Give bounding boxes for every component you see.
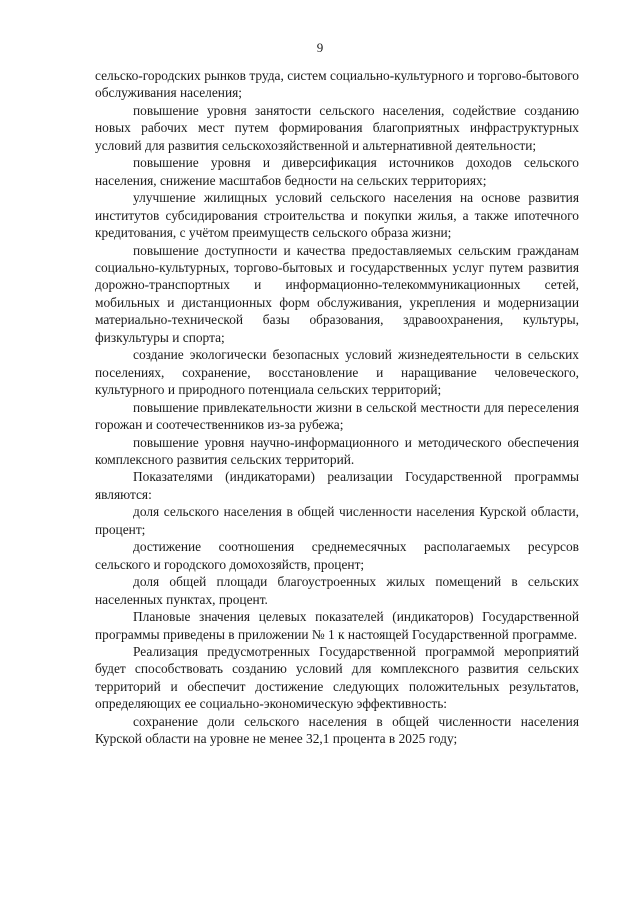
paragraph: сельско-городских рынков труда, систем социально-культурного и торгово-бытового обслуживания населения; [95,68,579,101]
paragraph: достижение соотношения среднемесячных располагаемых ресурсов сельского и городского домохозяйств, процент; [95,539,579,572]
paragraph: повышение уровня занятости сельского населения, содействие созданию новых рабочих мест путем формирования благоприятных инфраструктурных условий для развития сельскохозяйственной и альтернативной деятельности; [95,102,579,153]
page-number: 9 [316,40,324,55]
paragraph: улучшение жилищных условий сельского населения на основе развития институтов субсидирования строительства и покупки жилья, а также ипотечного кредитования, с учётом преимуществ сельского образа жизни; [95,190,579,241]
paragraph: повышение привлекательности жизни в сельской местности для переселения горожан и соотечественников из-за рубежа; [95,399,579,433]
document-body [95,67,579,748]
paragraph: Реализация предусмотренных Государственной программой мероприятий будет способствовать созданию условий для комплексного развития сельских территорий и обеспечит достижение следующих положительных результатов, определяющих ее социально-экономическую эффективность: [95,643,579,712]
paragraph: доля общей площади благоустроенных жилых помещений в сельских населенных пунктах, процент. [95,574,579,607]
paragraph: доля сельского населения в общей численности населения Курской области, процент; [95,504,579,537]
paragraph: повышение доступности и качества предоставляемых сельским гражданам социально-культурных, торгово-бытовых и государственных услуг путем развития дорожно-транспортных и информационно-телекоммуникационных сетей, мобильных и дистанционных форм обслуживания, укрепления и модернизации материально-технической базы образования, здравоохранения, культуры, физкультуры и спорта; [95,242,579,345]
paragraph: Показателями (индикаторами) реализации Государственной программы являются: [95,469,579,502]
paragraph: создание экологически безопасных условий жизнедеятельности в сельских поселениях, сохранение, восстановление и наращивание человеческого, культурного и природного потенциала сельских территорий; [95,347,579,398]
paragraph: Плановые значения целевых показателей (индикаторов) Государственной программы приведены в приложении № 1 к настоящей Государственной программе. [95,609,579,642]
paragraph: повышение уровня и диверсификация источников доходов сельского населения, снижение масштабов бедности на сельских территориях; [95,155,579,188]
paragraph: сохранение доли сельского населения в общей численности населения Курской области на уровне не менее 32,1 процента в 2025 году; [95,713,579,747]
paragraph: повышение уровня научно-информационного и методического обеспечения комплексного развития сельских территорий. [95,434,579,467]
